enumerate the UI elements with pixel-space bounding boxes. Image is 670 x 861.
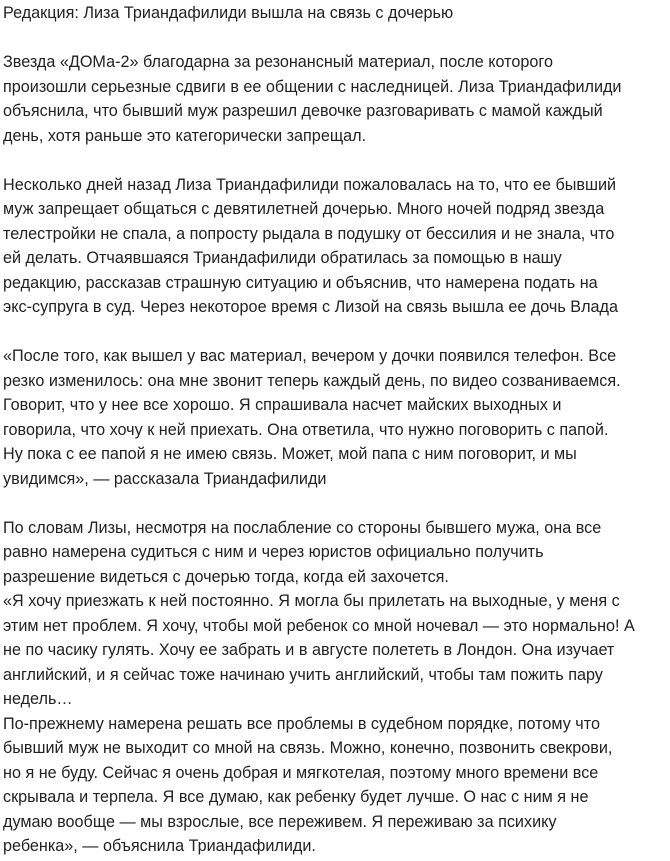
article-title: Редакция: Лиза Триандафилиди вышла на связь с дочерью xyxy=(3,4,454,22)
paragraph-line: английский, и я сейчас тоже начинаю учить английский, чтобы там пожить пару xyxy=(3,665,603,684)
paragraph-line: Несколько дней назад Лиза Триандафилиди пожаловалась на то, что ее бывший xyxy=(3,175,617,194)
paragraph-line: По-прежнему намерена решать все проблемы в судебном порядке, потому что xyxy=(3,714,600,733)
paragraph-1 xyxy=(3,50,667,148)
paragraph-line: Говорит, что у нее все хорошо. Я спрашивала насчет майских выходных и xyxy=(3,396,562,414)
paragraph-line: объяснила, что бывший муж разрешил девочке разговаривать с мамой каждый xyxy=(3,102,603,120)
paragraph-2 xyxy=(3,173,667,320)
paragraph-line: думаю вообще — мы взрослые, все переживем. Я переживаю за психику xyxy=(3,812,557,831)
paragraph-line: недель… xyxy=(3,690,73,708)
paragraph-line: «После того, как вышел у вас материал, вечером у дочки появился телефон. Все xyxy=(3,347,617,365)
paragraph-4 xyxy=(3,516,667,859)
paragraph-line: этим нет проблем. Я хочу, чтобы мой ребенок со мной ночевал — это нормально! А xyxy=(3,616,635,635)
paragraph-line: редакцию, рассказав страшную ситуацию и объяснив, что намерена подать на xyxy=(3,273,598,292)
paragraph-3-quote xyxy=(3,344,667,491)
paragraph-spacer xyxy=(3,320,667,345)
paragraph-line: не по часику гулять. Хочу ее забрать и в августе полететь в Лондон. Она изучает xyxy=(3,641,615,659)
paragraph-line: «Я хочу приезжать к ней постоянно. Я могла бы прилетать на выходные, у меня с xyxy=(3,592,620,610)
paragraph-spacer xyxy=(3,26,667,51)
paragraph-line: скрывала и терпела. Я все думаю, как ребенку будет лучше. О нас с ним я не xyxy=(3,788,589,806)
paragraph-line: По словам Лизы, несмотря на послабление со стороны бывшего мужа, она все xyxy=(3,518,602,537)
paragraph-line: Звезда «ДОМа-2» благодарна за резонансный материал, после которого xyxy=(3,53,553,71)
paragraph-line: произошли серьезные сдвиги в ее общении с наследницей. Лиза Триандафилиди xyxy=(3,77,622,96)
paragraph-line: бывший муж не выходит со мной на связь. Можно, конечно, позвонить свекрови, xyxy=(3,739,613,757)
paragraph-line: день, хотя раньше это категорически запрещал. xyxy=(3,126,367,145)
paragraph-line: резко изменилось: она мне звонит теперь каждый день, по видео созваниваемся. xyxy=(3,371,621,390)
paragraph-line: равно намерена судиться с ним и через юристов официально получить xyxy=(3,543,544,561)
paragraph-line: но я не буду. Сейчас я очень добрая и мягкотелая, поэтому много времени все xyxy=(3,763,599,782)
paragraph-line: говорила, что хочу к ней приехать. Она ответила, что нужно поговорить с папой. xyxy=(3,420,609,439)
paragraph-line: увидимся», — рассказала Триандафилиди xyxy=(3,469,327,488)
paragraph-line: ей делать. Отчаявшаяся Триандафилиди обратилась за помощью в нашу xyxy=(3,249,562,267)
paragraph-line: муж запрещает общаться с девятилетней дочерью. Много ночей подряд звезда xyxy=(3,200,605,218)
article xyxy=(3,0,667,859)
paragraph-line: разрешение видеться с дочерью тогда, когда ей захочется. xyxy=(3,567,449,586)
paragraph-spacer xyxy=(3,148,667,173)
paragraph-line: телестройки не спала, а попросту рыдала в подушку от бессилия и не знала, что xyxy=(3,224,615,243)
paragraph-line: ребенка», — объяснила Триандафилиди. xyxy=(3,837,316,855)
paragraph-line: экс-супруга в суд. Через некоторое время с Лизой на связь вышла ее дочь Влада xyxy=(3,298,618,316)
paragraph-spacer xyxy=(3,491,667,516)
paragraph-line: Ну пока с ее папой я не имею связь. Может, мой папа с ним поговорит, и мы xyxy=(3,445,577,463)
